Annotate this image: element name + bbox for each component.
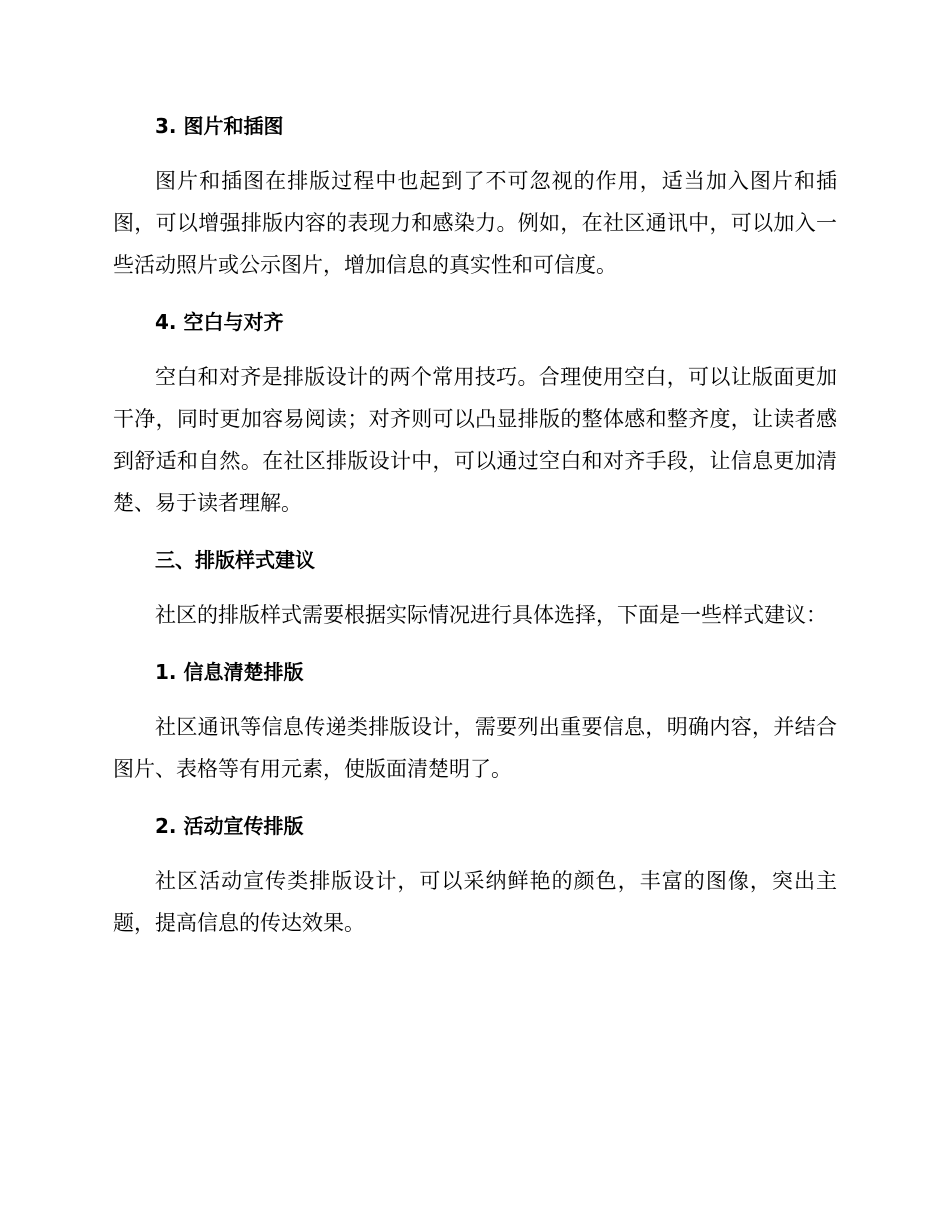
section-heading-images: 3. 图片和插图 [155,114,284,138]
section-heading-style-suggestions: 三、排版样式建议 [155,548,315,572]
paragraph-style-suggestions: 社区的排版样式需要根据实际情况进行具体选择，下面是一些样式建议： [155,603,827,627]
section-heading-event-promotion: 2. 活动宣传排版 [155,814,304,838]
paragraph-whitespace-alignment: 空白和对齐是排版设计的两个常用技巧。合理使用空白，可以让版面更加干净，同时更加容易阅读；对齐则可以凸显排版的整体感和整齐度，让读者感到舒适和自然。在社区排版设计中，可以通过空白和对齐手段，让信息更加清楚、易于读者理解。 [113,365,837,515]
section-heading-whitespace-alignment: 4. 空白与对齐 [155,310,284,334]
paragraph-clear-information: 社区通讯等信息传递类排版设计，需要列出重要信息，明确内容，并结合图片、表格等有用元素，使版面清楚明了。 [113,715,837,781]
document-body [113,104,837,944]
section-heading-clear-information: 1. 信息清楚排版 [155,660,304,684]
paragraph-event-promotion: 社区活动宣传类排版设计，可以采纳鲜艳的颜色，丰富的图像，突出主题，提高信息的传达效果。 [113,869,837,935]
paragraph-images: 图片和插图在排版过程中也起到了不可忽视的作用，适当加入图片和插图，可以增强排版内容的表现力和感染力。例如，在社区通讯中，可以加入一些活动照片或公示图片，增加信息的真实性和可信度。 [113,169,837,277]
